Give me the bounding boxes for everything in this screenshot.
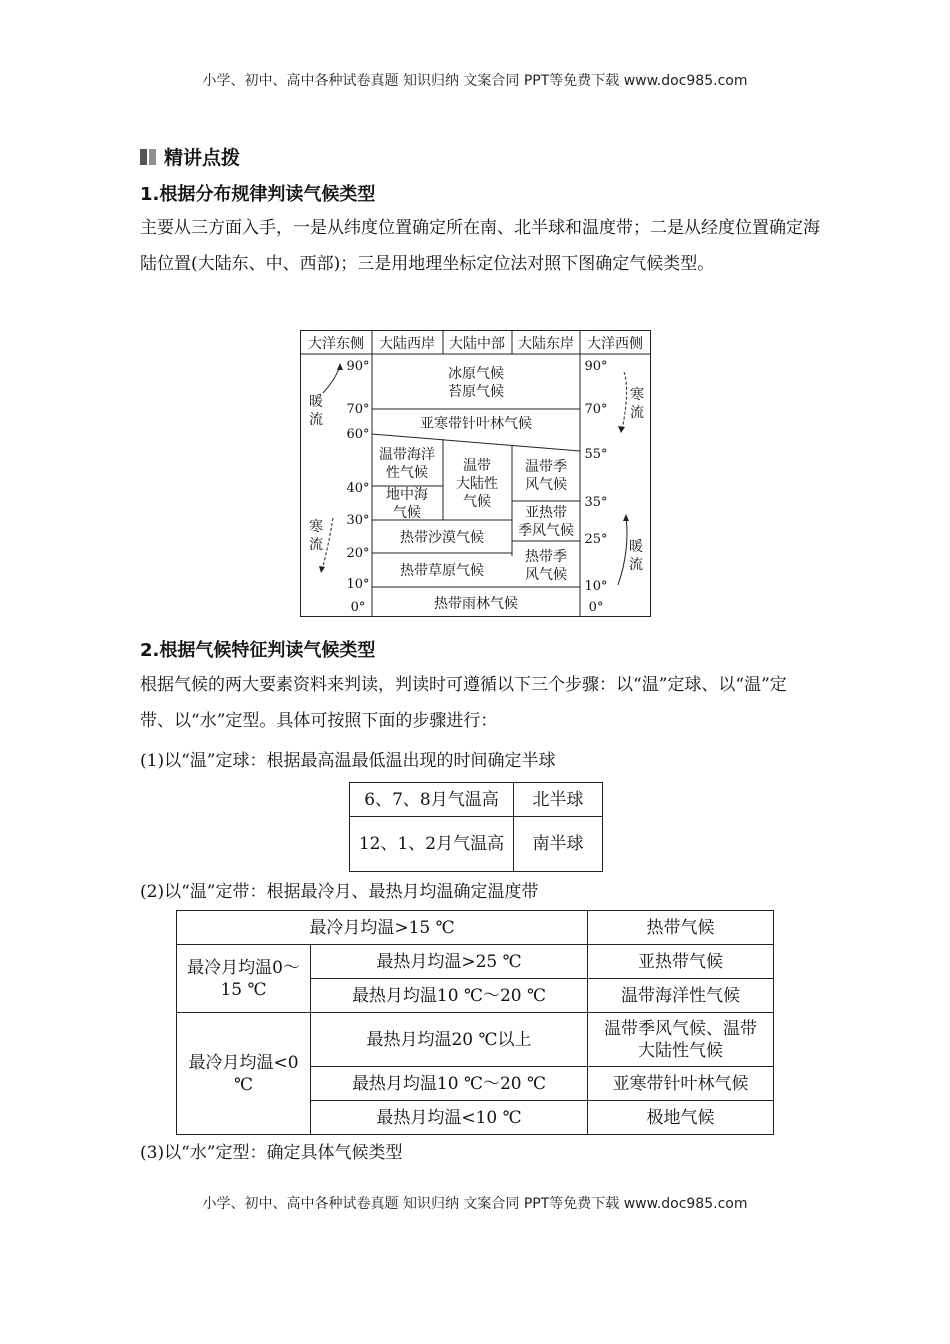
latitude-label: 0° — [350, 600, 366, 615]
page-footer: 小学、初中、高中各种试卷真题 知识归纳 文案合同 PPT等免费下载 www.doc985.com — [202, 1196, 748, 1212]
table-cell: 最热月均温<10 ℃ — [311, 1101, 588, 1135]
current-label: 流 — [629, 557, 643, 573]
current-label: 流 — [309, 537, 323, 553]
climate-zone: 风气候 — [525, 567, 567, 583]
climate-zone: 热带季 — [525, 549, 567, 565]
climate-zone: 气候 — [393, 505, 421, 521]
heading-2: 2.根据气候特征判读气候类型 — [140, 640, 376, 661]
climate-zone: 热带雨林气候 — [434, 596, 518, 612]
column-header: 大洋东侧 — [308, 336, 364, 352]
climate-zone: 苔原气候 — [448, 384, 504, 400]
temperature-zone-table — [176, 910, 774, 1135]
table-row — [177, 911, 774, 945]
column-header: 大陆中部 — [449, 336, 505, 352]
latitude-label: 25° — [584, 532, 608, 547]
paragraph-2: 根据气候的两大要素资料来判读，判读时可遵循以下三个步骤：以“温”定球、以“温”定带、以“水”定型。具体可按照下面的步骤进行： — [140, 675, 787, 731]
latitude-label: 10° — [584, 579, 608, 594]
hemisphere-table — [349, 782, 603, 872]
climate-distribution-diagram — [300, 330, 652, 618]
table-cell: 最冷月均温>15 ℃ — [177, 911, 588, 945]
climate-zone: 温带季 — [525, 459, 567, 475]
current-label: 暖 — [629, 539, 643, 555]
latitude-label: 70° — [584, 402, 608, 417]
table-cell: 极地气候 — [588, 1101, 774, 1135]
latitude-label: 30° — [346, 513, 370, 528]
section-bar-icon — [140, 149, 156, 165]
step-1: (1)以“温”定球：根据最高温最低温出现的时间确定半球 — [140, 751, 556, 771]
table-cell: 南半球 — [514, 817, 603, 872]
table-cell: 最热月均温>25 ℃ — [311, 945, 588, 979]
climate-zone: 季风气候 — [518, 523, 574, 539]
current-label: 流 — [309, 412, 323, 428]
climate-zone: 亚热带 — [525, 505, 567, 521]
section-title — [140, 143, 240, 170]
table-cell: 最热月均温10 ℃～20 ℃ — [311, 1067, 588, 1101]
step-3: (3)以“水”定型：确定具体气候类型 — [140, 1143, 403, 1163]
paragraph-1: 主要从三方面入手，一是从纬度位置确定所在南、北半球和温度带；二是从经度位置确定海陆位置(大陆东、中、西部)；三是用地理坐标定位法对照下图确定气候类型。 — [140, 218, 820, 274]
table-row — [350, 817, 603, 872]
column-header: 大陆西岸 — [379, 336, 435, 352]
climate-zone: 气候 — [463, 494, 491, 510]
latitude-label: 60° — [346, 427, 370, 442]
table-cell: 亚寒带针叶林气候 — [588, 1067, 774, 1101]
latitude-label: 20° — [346, 546, 370, 561]
climate-zone: 性气候 — [386, 465, 428, 481]
latitude-label: 90° — [584, 359, 608, 374]
table-cell: 热带气候 — [588, 911, 774, 945]
climate-zone: 冰原气候 — [448, 366, 504, 382]
table-cell: 12、1、2月气温高 — [350, 817, 514, 872]
latitude-label: 90° — [346, 359, 370, 374]
table-cell: 温带季风气候、温带大陆性气候 — [588, 1013, 774, 1067]
latitude-label: 10° — [346, 577, 370, 592]
climate-zone: 大陆性 — [456, 476, 498, 492]
section-title-text: 精讲点拨 — [164, 147, 241, 169]
latitude-label: 55° — [584, 447, 608, 462]
climate-zone: 亚寒带针叶林气候 — [420, 416, 532, 432]
table-row — [177, 945, 774, 979]
table-cell: 亚热带气候 — [588, 945, 774, 979]
table-cell: 最热月均温10 ℃～20 ℃ — [311, 979, 588, 1013]
climate-zone: 温带海洋 — [379, 447, 435, 463]
latitude-label: 70° — [346, 402, 370, 417]
current-label: 流 — [630, 405, 644, 421]
climate-zone: 温带 — [463, 458, 491, 474]
current-label: 寒 — [309, 519, 323, 535]
climate-zone: 风气候 — [525, 477, 567, 493]
climate-zone: 热带沙漠气候 — [400, 530, 484, 546]
table-group-label: 最冷月均温0～15 ℃ — [177, 945, 311, 1013]
table-cell: 6、7、8月气温高 — [350, 783, 514, 817]
latitude-label: 0° — [588, 600, 604, 615]
page-header: 小学、初中、高中各种试卷真题 知识归纳 文案合同 PPT等免费下载 www.doc985.com — [202, 73, 748, 89]
current-label: 暖 — [309, 394, 323, 410]
table-cell: 最热月均温20 ℃以上 — [311, 1013, 588, 1067]
table-cell: 温带海洋性气候 — [588, 979, 774, 1013]
latitude-label: 40° — [346, 481, 370, 496]
heading-1: 1.根据分布规律判读气候类型 — [140, 184, 376, 205]
column-header: 大洋西侧 — [587, 336, 643, 352]
latitude-label: 35° — [584, 495, 608, 510]
climate-zone: 地中海 — [386, 487, 428, 503]
step-2: (2)以“温”定带：根据最冷月、最热月均温确定温度带 — [140, 882, 539, 902]
current-label: 寒 — [630, 387, 644, 403]
table-row — [177, 1013, 774, 1067]
table-group-label: 最冷月均温<0 ℃ — [177, 1013, 311, 1135]
table-row — [350, 783, 603, 817]
column-header: 大陆东岸 — [518, 336, 574, 352]
climate-zone: 热带草原气候 — [400, 563, 484, 579]
table-cell: 北半球 — [514, 783, 603, 817]
